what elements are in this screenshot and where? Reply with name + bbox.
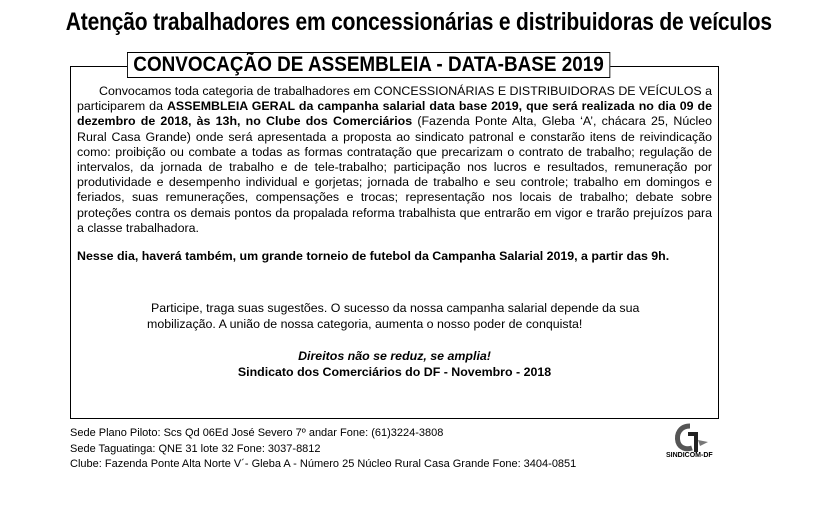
box-title: CONVOCAÇÃO DE ASSEMBLEIA - DATA-BASE 2019 <box>127 52 610 78</box>
assembly-details: ASSEMBLEIA GERAL da campanha salarial data base 2019, que será realizada no dia 09 de dezembro de 2018, às 13h, no Clube dos Comerciários <box>77 99 712 129</box>
paragraph-participate <box>147 300 711 332</box>
participate-line-2: mobilização. A união de nossa categoria, aumenta o nosso poder de conquista! <box>147 317 583 331</box>
closing <box>70 348 719 380</box>
signature: Sindicato dos Comerciários do DF - Novembro - 2018 <box>237 365 552 379</box>
headline: Atenção trabalhadores em concessionárias e distribuidoras de veículos <box>65 8 772 36</box>
logo-text: SINDICOM-DF <box>666 452 713 459</box>
agenda-text: (Fazenda Ponte Alta, Gleba ‘A’, chácara 25, Núcleo Rural Casa Grande) onde será apresentada a proposta ao sindicato patronal e constarão itens de reivindicação como: proibição ou combate a todas as formas contratação que precarizam o contrato de trabalho; regulação de intervalos, da jornada de trabalho e de tele-trabalho; participação nos lucros e resultados, remuneração por produtividade e desempenho individual e gorjetas; jornada de trabalho e seu controle; trabalho em domingos e feriados, suas remunerações, compensações e trocas; representação nos locais de trabalho; debate sobre proteções contra os demais pontos da propalada reforma trabalhista que entrarão em vigor e trarão prejuízos para a classe trabalhadora. <box>77 114 712 235</box>
intro-text: Convocamos toda categoria de trabalhadores em CONCESSIONÁRIAS E DISTRIBUIDORAS DE VEÍCULOS a participarem da <box>77 84 712 114</box>
footer-line-plano-piloto: Sede Plano Piloto: Scs Qd 06Ed José Severo 7º andar Fone: (61)3224-3808 <box>70 427 444 439</box>
paragraph-convocation <box>77 84 712 236</box>
participate-line-1: Participe, traga suas sugestões. O sucesso da nossa campanha salarial depende da sua <box>151 301 640 315</box>
footer-line-clube: Clube: Fazenda Ponte Alta Norte V´- Gleba A - Número 25 Núcleo Rural Casa Grande Fone: 3404-0851 <box>70 458 577 470</box>
footer-line-taguatinga: Sede Taguatinga: QNE 31 lote 32 Fone: 3037-8812 <box>70 442 321 455</box>
paragraph-tournament: Nesse dia, haverá também, um grande torneio de futebol da Campanha Salarial 2019, a partir das 9h. <box>77 249 670 264</box>
notice-body <box>77 84 712 264</box>
slogan: Direitos não se reduz, se amplia! <box>298 349 491 363</box>
footer-addresses <box>70 426 576 473</box>
